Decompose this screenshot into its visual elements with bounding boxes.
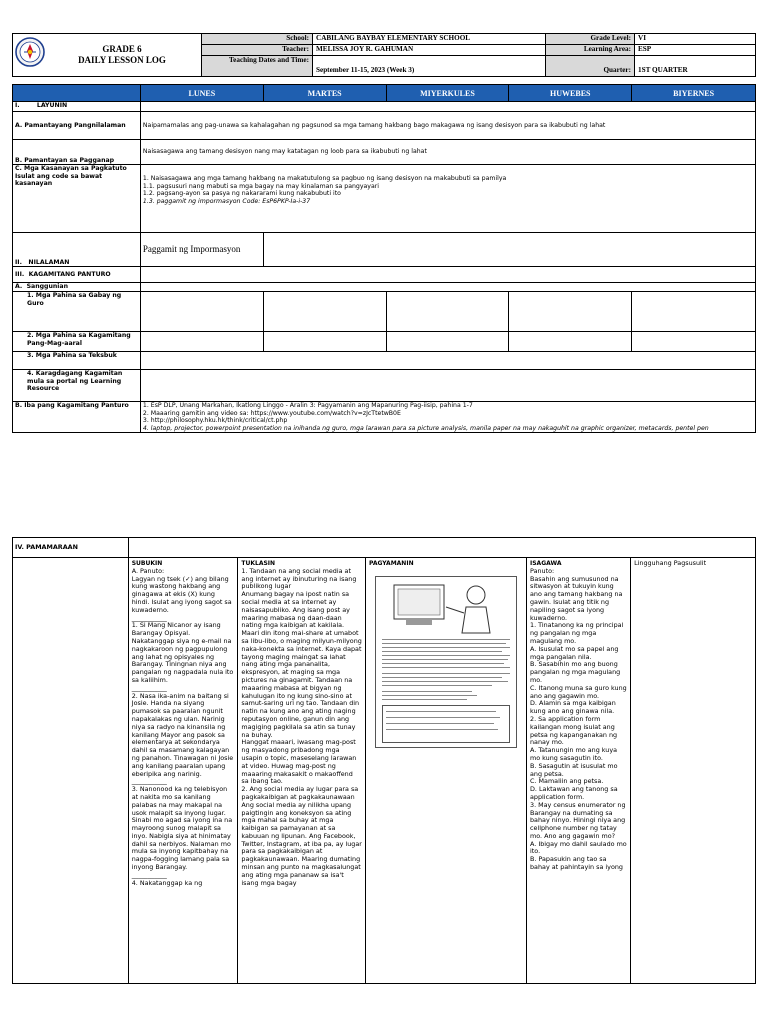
isagawa-text: Panuto: Basahin ang sumusunod na sitwasyon at tukuyin kung ano ang tamang hakbang na gawin. Isulat ang titik ng napiling sagot sa iyong kuwaderno. 1. Tinatanong ka ng principal ng pangalan ng mga magulang mo. A. Isusulat mo sa papel ang mga pangalan nila. B. Sasabihin mo ang buong pangalan ng mga magulang mo. C. Itanong muna sa guro kung ano ang gagawin mo. D. Alamin sa mga kaibigan kung ano ang ginawa nila. 2. Sa application form kailangan mong isulat ang petsa ng kapanganakan ng nanay mo. A. Tatanungin mo ang kuya mo kung sasagutin ito. B. Sasagutin at isusulat mo ang petsa. C. Mamaliin ang petsa. D. Laktawan ang tanong sa application form. 3. May census enumerator ng Barangay na dumating sa bahay ninyo. Hiningi niya ang cellphone number ng tatay mo. Ano ang gagawin mo? A. Ibigay mo dahil saulado mo ito. B. Papasukin ang tao sa bahay at pahintayin sa iyong <box>530 566 627 872</box>
kagamitang-mag-aaral-label: 2. Mga Pahina sa Kagamitang Pang-Mag-aaral <box>13 332 141 352</box>
quarter-value: 1ST QUARTER <box>635 66 756 77</box>
resource-line: 1. EsP DLP, Unang Markahan, Ikatlong Linggo - Aralin 3: Pagyamanin ang Mapanuring Pag-iisip, pahina 1-7 <box>142 402 473 409</box>
pamantayan-pagganap-label: B. Pamantayan sa Pagganap <box>13 140 141 165</box>
iba-pang-kagamitan-text <box>140 402 755 433</box>
kasanayan-line: 1.3. paggamit ng impormasyon Code: EsP6PKP-Ia-i-37 <box>142 197 311 205</box>
pamantayang-pangnilalaman-text: Naipamamalas ang pag-unawa sa kahalagahan ng pagsunod sa mga tamang hakbang bago makagawa ng isang desisyon para sa ikabubuti ng lahat <box>140 112 755 140</box>
worksheet-image <box>375 576 517 748</box>
kagamitang-panturo-label: III. KAGAMITANG PANTURO <box>13 267 141 283</box>
day-lunes: LUNES <box>140 85 263 102</box>
kasanayan-text <box>140 165 755 233</box>
tuklasin-text: 1. Tandaan na ang social media at ang internet ay ibinuturing na isang publikong lugar Anumang bagay na ipost natin sa social media at sa internet ay naisasapubliko. Ang isang post ay maaring mabasa ng daan-daan nating mga kaibigan at kakilala. Maari din itong mai-share at umabot sa libu-libo, o maging milyun-milyong naka-konekta sa internet. Kaya dapat tayong maging maingat sa lahat nang ating mga pananalita, ekspresyon, at maging sa mga pictures na ginagamit. Tandaan na maaaring mabasa at bigyan ng kahulugan ito ng kung sino-sino at samut-saring uri ng tao. Tandaan din natin na kung ano ang ating naging reputasyon online, ganun din ang magiging pagkilala sa atin sa tunay na buhay. Hanggat maaari, iwasang mag-post ng masyadong pribadong mga usapin o topic, maseselang larawan at video. Huwag mag-post ng maaaring makasakit o makaoffend sa ibang tao. 2. Ang social media ay lugar para sa pagkakaibigan at pagkakaunawaan Ang social media ay nilikha upang paigtingin ang koneksyon sa ating mga mahal sa buhay at mga kaibigan sa pamayanan at sa kabuuan ng lipunan. Ang Facebook, Twitter, Instagram, at iba pa, ay lugar para sa pagkakaibigan at pagkakaunawaan. Maaring dumating minsan ang punto na magkasalungat ang ating mga pananaw sa isa't isang mga bagay <box>241 566 362 887</box>
tuklasin-cell <box>238 558 366 984</box>
gabay-guro-label: 1. Mga Pahina sa Gabay ng Guro <box>13 292 141 332</box>
kasanayan-line: 1.2. pagsang-ayon sa pasya ng nakararami kung nakabubuti ito <box>142 190 341 197</box>
isagawa-heading: ISAGAWA <box>530 560 562 567</box>
pamantayan-pagganap-text: Naisasagawa ang tamang desisyon nang may katatagan ng loob para sa ikabubuti ng lahat <box>140 140 755 165</box>
title-log: DAILY LESSON LOG <box>78 55 166 65</box>
grade-value: VI <box>635 34 756 45</box>
kasanayan-line: 1.1. pagsusuri nang mabuti sa mga bagay na may kinalaman sa pangyayari <box>142 182 380 190</box>
dates-value: September 11-15, 2023 (Week 3) <box>313 66 546 77</box>
nilalaman-text: Paggamit ng Impormasyon <box>140 233 263 267</box>
resource-line: 3. http://philosophy.hku.hk/think/critical/ct.php <box>142 417 288 424</box>
resource-line: 4. laptop, projector, powerpoint presentation na inihanda ng guro, mga larawan para sa picture analysis, manila paper na may nakaguhit na graphic organizer, metacards, pentel pen <box>142 424 709 432</box>
subukin-text: A. Panuto: Lagyan ng tsek (✓) ang bilang kung wastong hakbang ang ginagawa at ekis (X) kung hindi. Isulat ang iyong sagot sa kuwaderno. ___________ 1. Si Mang Nicanor ay isang Barangay Opisyal. Nakatanggap siya ng e-mail na nagkakaroon ng pagpupulong ang lahat ng opisyales ng Barangay. Tiningnan niya ang pangalan ng nagpadala nula ito sa kaliihim. ___________ 2. Nasa ika-anim na baitang si Josie. Handa na siyang pumasok sa paaralan ngunit napakalakas ng ulan. Narinig niya sa radyo na kinansila ng kanilang Mayor ang pasok sa elementarya at sekondarya dahil sa masamang kalagayan ng panahon. Tinawagan ni Josie ang kanilang paaralan upang eberipika ang narinig. ___________ 3. Nanonood ka ng telebisyon at nakita mo sa kanilang palabas na may makapal na usok malapit sa inyong lugar. Sinabi mo agad sa iyong ina na mayroong sunog malapit sa inyo. Nabigla siya at hinimatay dahil sa nerbiyos. Nalaman mo mula sa inyong kapitbahay na nagpa-fogging lamang pala sa inyong Barangay. ___________ 4. Nakatanggap ka ng <box>131 566 234 887</box>
day-biyernes: BIYERNES <box>632 85 756 102</box>
title-grade: GRADE 6 <box>102 44 142 54</box>
subukin-cell <box>128 558 238 984</box>
objectives-table <box>12 84 756 433</box>
lesson-log-header <box>12 33 756 77</box>
nilalaman-label: II. NILALAMAN <box>13 233 141 267</box>
day-martes: MARTES <box>263 85 386 102</box>
area-label: Learning Area: <box>546 45 635 56</box>
header-title <box>46 44 198 66</box>
quarter-label: Quarter: <box>546 66 635 77</box>
isagawa-cell <box>527 558 631 984</box>
resource-line: 2. Maaaring gamitin ang video sa: https://www.youtube.com/watch?v=zJcTtetwB0E <box>142 409 401 417</box>
teacher-value: MELISSA JOY R. GAHUMAN <box>313 45 546 56</box>
kasanayan-label: C. Mga Kasanayan sa Pagkatuto Isulat ang code sa bawat kasanayan <box>13 165 141 233</box>
teksbuk-label: 3. Mga Pahina sa Teksbuk <box>13 352 141 370</box>
lingguhang-pagsusulit-heading: Lingguhang Pagsusulit <box>634 559 707 567</box>
day-huwebes: HUWEBES <box>509 85 632 102</box>
deped-seal-icon <box>15 37 45 67</box>
grade-label: Grade Level: <box>546 34 635 45</box>
iba-pang-kagamitan-label: B. Iba pang Kagamitang Panturo <box>13 402 141 433</box>
layunin-label: I. LAYUNIN <box>13 102 141 112</box>
day-miyerkules: MIYERKULES <box>386 85 509 102</box>
school-value: CABILANG BAYBAY ELEMENTARY SCHOOL <box>313 34 546 45</box>
lingguhang-pagsusulit-cell <box>631 558 756 984</box>
karagdagang-kagamitan-label: 4. Karagdagang Kagamitan mula sa portal ng Learning Resource <box>13 370 141 402</box>
school-label: School: <box>202 34 313 45</box>
worksheet-illustration-icon <box>376 577 516 637</box>
dates-label: Teaching Dates and Time: <box>202 56 313 77</box>
pamamaraan-label: IV. PAMAMARAAN <box>13 538 129 558</box>
pagyamanin-cell <box>366 558 527 984</box>
tuklasin-heading: TUKLASIN <box>241 560 276 567</box>
pagyamanin-heading: PAGYAMANIN <box>369 560 414 567</box>
kasanayan-line: 1. Naisasagawa ang mga tamang hakbang na makatutulong sa pagbuo ng isang desisyon na makabubuti sa pamilya <box>142 175 507 182</box>
sanggunian-label: A. Sanggunian <box>13 283 141 292</box>
teacher-label: Teacher: <box>202 45 313 56</box>
procedure-table <box>12 537 756 984</box>
subukin-heading: SUBUKIN <box>131 560 163 567</box>
area-value: ESP <box>635 45 756 56</box>
pamantayang-pangnilalaman-label: A. Pamantayang Pangnilalaman <box>13 112 141 140</box>
